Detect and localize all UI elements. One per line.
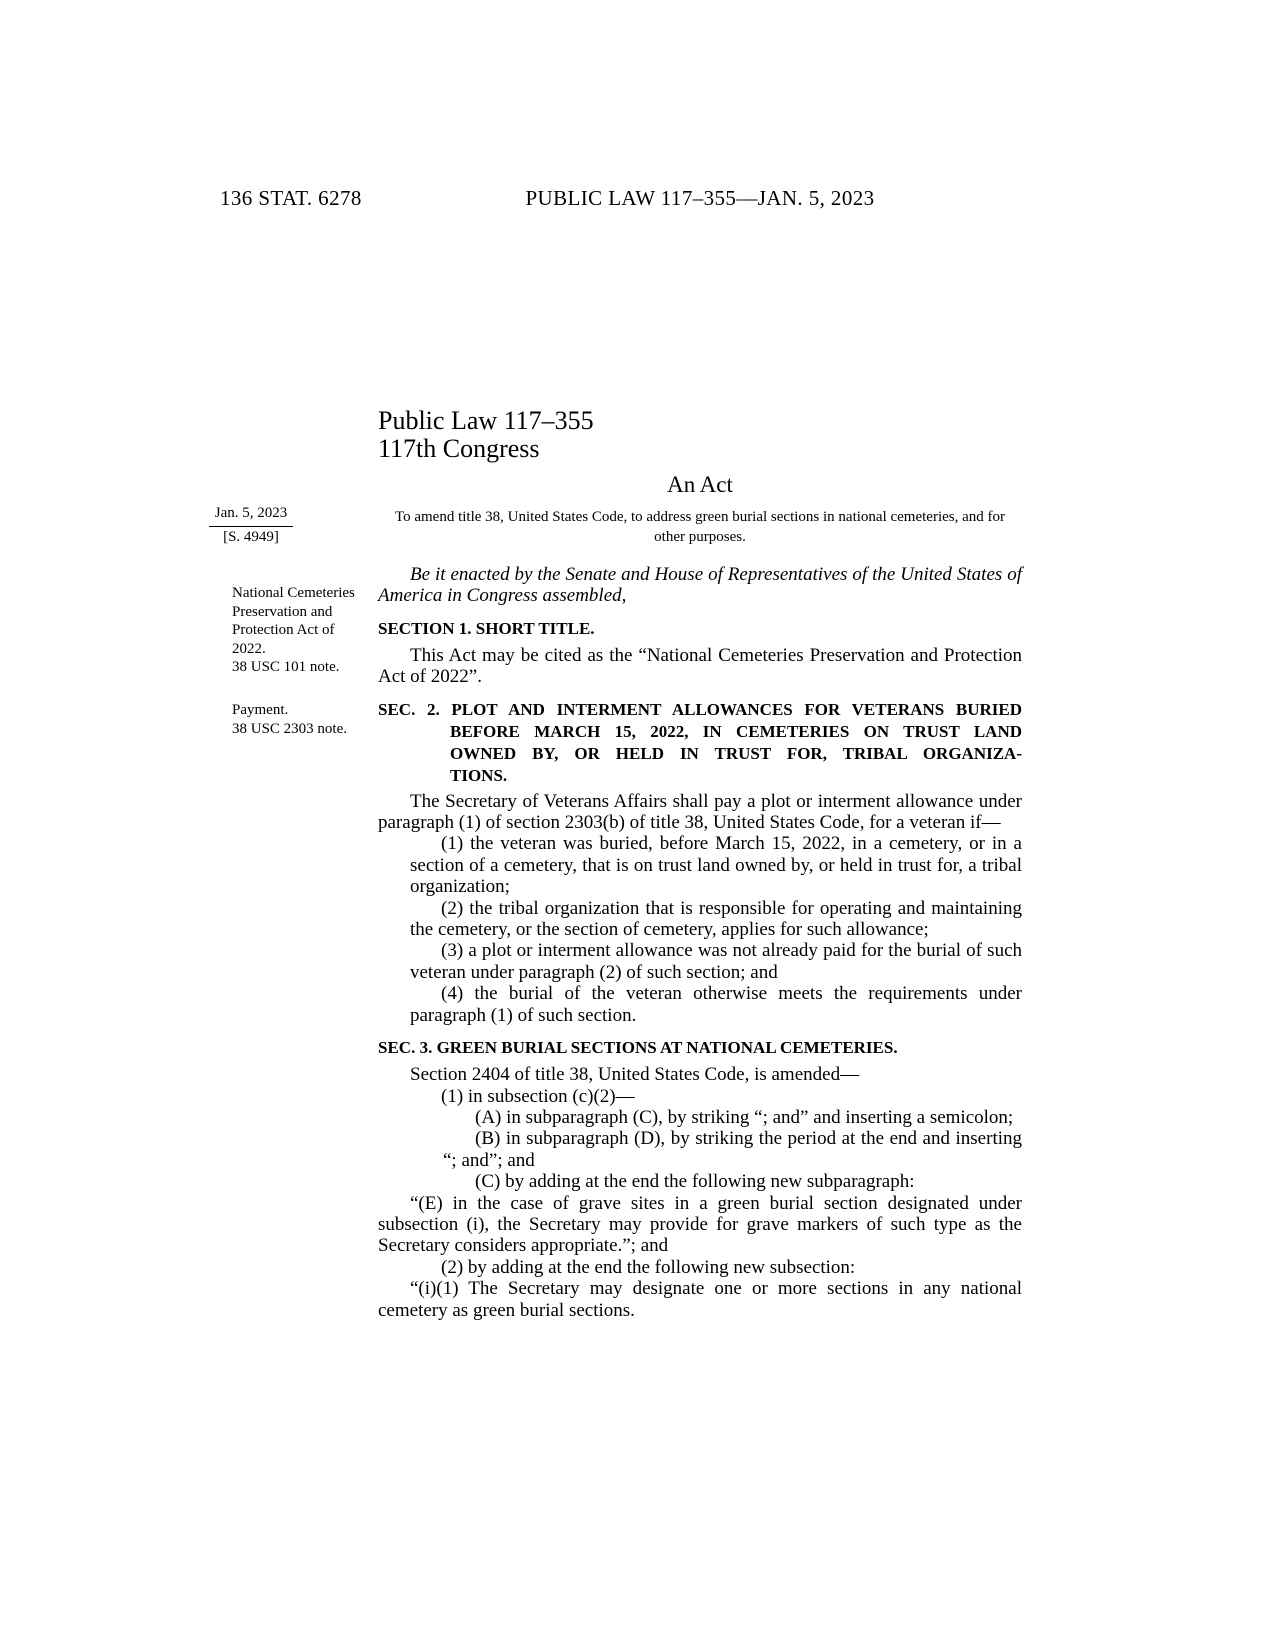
an-act-heading: An Act (667, 472, 733, 497)
section-2-heading-line: TIONS. (450, 765, 508, 785)
payment-note-text: Payment. (232, 702, 289, 718)
section-3-clause-2: (2) by adding at the end the following new subsection: (441, 1256, 856, 1278)
short-title-margin-note (232, 584, 356, 677)
act-purpose: To amend title 38, United States Code, to address green burial sections in national cemeteries, and for other purposes. (394, 509, 1006, 545)
congress-title: 117th Congress (378, 434, 540, 463)
section-2-heading-line: OWNED BY, OR HELD IN TRUST FOR, TRIBAL ORGANIZA- (450, 743, 1022, 763)
payment-usc-note: 38 USC 2303 note. (232, 720, 348, 737)
section-1-heading: SECTION 1. SHORT TITLE. (378, 618, 595, 638)
section-1-text: This Act may be cited as the “National Cemeteries Preservation and Protection Act of 2022”. (378, 644, 1022, 688)
section-3-quoted-subsection-i: “(i)(1) The Secretary may designate one or more sections in any national cemetery as green burial sections. (378, 1278, 1022, 1321)
running-header (0, 186, 1275, 212)
payment-margin-note (232, 701, 356, 738)
stat-citation: 136 STAT. 6278 (220, 186, 362, 210)
section-3-heading: SEC. 3. GREEN BURIAL SECTIONS AT NATIONAL CEMETERIES. (378, 1038, 898, 1058)
section-3-clause-1: (1) in subsection (c)(2)— (441, 1085, 635, 1107)
law-citation: PUBLIC LAW 117–355—JAN. 5, 2023 (525, 186, 875, 210)
section-2-heading-line: SEC. 2. PLOT AND INTERMENT ALLOWANCES FOR VETERANS BURIED (378, 699, 1022, 719)
section-2-heading (378, 699, 1022, 787)
section-2-clause-1: (1) the veteran was buried, before March 15, 2022, in a cemetery, or in a section of a cemetery, that is on trust land owned by, or held in trust for, a tribal organization; (410, 833, 1022, 898)
section-3-subclause-b: (B) in subparagraph (D), by striking the period at the end and inserting “; and”; and (443, 1128, 1022, 1171)
section-3-intro: Section 2404 of title 38, United States Code, is amended— (410, 1064, 860, 1086)
short-title-note-text: National Cemeteries Preservation and Protection Act of 2022. (232, 585, 355, 657)
section-2-clause-3: (3) a plot or interment allowance was not already paid for the burial of such veteran under paragraph (2) of such section; and (410, 940, 1022, 983)
bill-number: [S. 4949] (223, 528, 279, 545)
section-3-quoted-subparagraph-e: “(E) in the case of grave sites in a green burial section designated under subsection (i), the Secretary may provide for grave markers of such type as the Secretary considers appropriate.”; and (378, 1192, 1022, 1257)
date-margin-note (209, 504, 293, 546)
enacting-clause: Be it enacted by the Senate and House of Representatives of the United States of America in Congress assembled, (378, 564, 1022, 607)
section-2-clause-2: (2) the tribal organization that is responsible for operating and maintaining the cemetery, or the section of cemetery, applies for such allowance; (410, 897, 1022, 941)
short-title-usc-note: 38 USC 101 note. (232, 659, 340, 675)
enactment-date: Jan. 5, 2023 (214, 505, 288, 521)
section-3-subclause-a: (A) in subparagraph (C), by striking “; and” and inserting a semicolon; (475, 1106, 1014, 1128)
main-text-column (378, 407, 1022, 1321)
section-3-subclause-c: (C) by adding at the end the following new subparagraph: (475, 1171, 915, 1193)
section-2-heading-line: BEFORE MARCH 15, 2022, IN CEMETERIES ON TRUST LAND (450, 721, 1022, 741)
section-2-clause-4: (4) the burial of the veteran otherwise meets the requirements under paragraph (1) of such section. (410, 983, 1022, 1026)
section-2-intro: The Secretary of Veterans Affairs shall pay a plot or interment allowance under paragraph (1) of section 2303(b) of title 38, United States Code, for a veteran if— (378, 790, 1022, 834)
date-rule (209, 526, 293, 527)
law-number-title: Public Law 117–355 (378, 406, 594, 435)
